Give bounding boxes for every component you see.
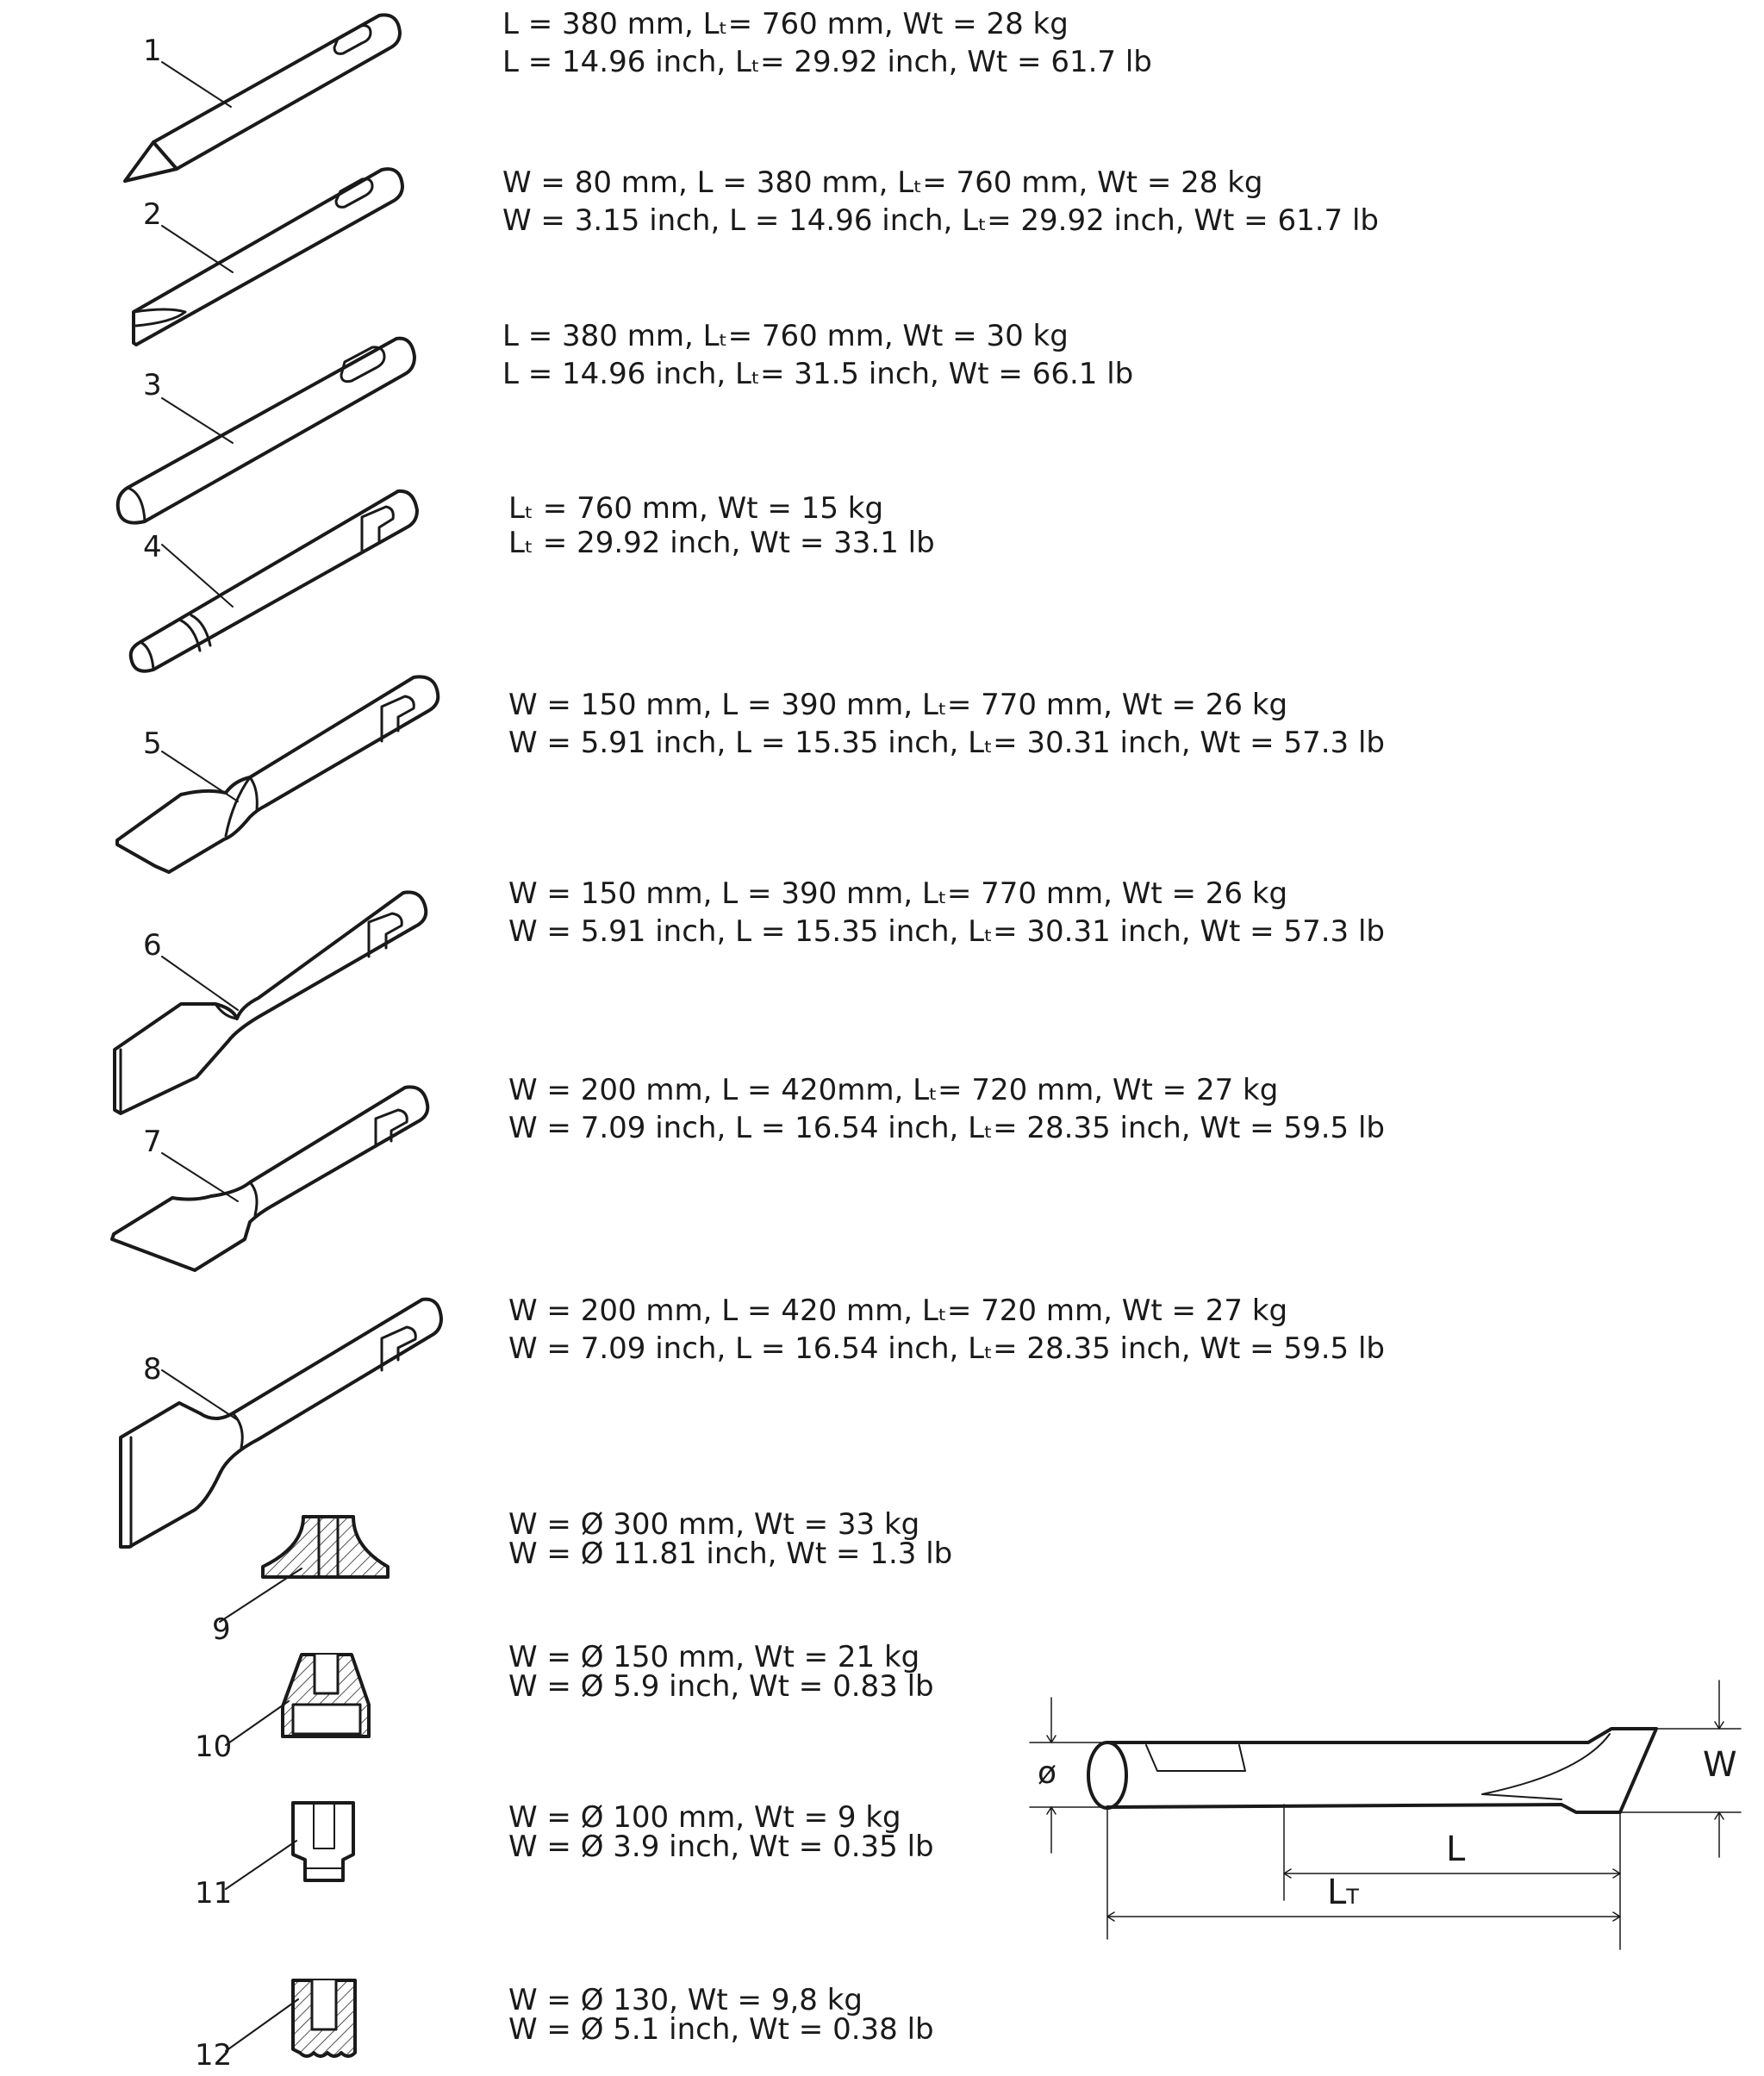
tool-spec bbox=[508, 1071, 1385, 1147]
tool-spec bbox=[508, 1983, 934, 2047]
tool-spec bbox=[508, 1507, 953, 1571]
spec-imperial: W = Ø 3.9 inch, Wt = 0.35 lb bbox=[508, 1830, 934, 1864]
tool-9-compaction-plate-drawing bbox=[220, 1517, 388, 1622]
tool-6-wide-spade-drawing bbox=[115, 892, 426, 1113]
tool-7-chisel-drawing bbox=[112, 1087, 427, 1270]
spec-imperial: W = 7.09 inch, L = 16.54 inch, Lₜ= 28.35 inch, Wt = 59.5 lb bbox=[508, 1111, 1385, 1145]
spec-metric: W = Ø 100 mm, Wt = 9 kg bbox=[508, 1800, 901, 1835]
spec-metric: L = 380 mm, Lₜ= 760 mm, Wt = 28 kg bbox=[502, 7, 1069, 41]
total-length-letter: L bbox=[1327, 1873, 1347, 1912]
tool-spec bbox=[502, 5, 1152, 81]
tool-5-spade-chisel-drawing bbox=[117, 676, 438, 872]
tool-10-drawing bbox=[226, 1655, 369, 1745]
spec-imperial: Lₜ = 29.92 inch, Wt = 33.1 lb bbox=[508, 526, 935, 560]
tool-4-grooved-tool-drawing bbox=[131, 491, 417, 671]
spec-imperial: W = 3.15 inch, L = 14.96 inch, Lₜ= 29.92 inch, Wt = 61.7 lb bbox=[502, 203, 1379, 238]
spec-metric: W = Ø 150 mm, Wt = 21 kg bbox=[508, 1640, 920, 1674]
tool-number: 7 bbox=[143, 1125, 162, 1159]
spec-metric: W = 80 mm, L = 380 mm, Lₜ= 760 mm, Wt = 28 kg bbox=[502, 165, 1263, 200]
spec-metric: W = 200 mm, L = 420 mm, Lₜ= 720 mm, Wt = 27 kg bbox=[508, 1294, 1288, 1328]
spec-metric: Lₜ = 760 mm, Wt = 15 kg bbox=[508, 491, 884, 526]
spec-imperial: W = Ø 5.9 inch, Wt = 0.83 lb bbox=[508, 1669, 934, 1704]
tool-2-narrow-chisel-drawing bbox=[134, 169, 402, 345]
tool-number: 2 bbox=[143, 197, 162, 232]
tool-number: 4 bbox=[143, 530, 162, 564]
tool-12-drawing bbox=[226, 1980, 355, 2056]
spec-metric: W = Ø 130, Wt = 9,8 kg bbox=[508, 1983, 863, 2017]
tool-number: 10 bbox=[195, 1730, 233, 1764]
tool-spec bbox=[508, 1292, 1385, 1368]
tool-number: 9 bbox=[212, 1612, 231, 1647]
spec-metric: W = 150 mm, L = 390 mm, Lₜ= 770 mm, Wt = 26 kg bbox=[508, 876, 1288, 911]
tool-spec bbox=[508, 491, 935, 560]
tool-1-moil-point-drawing bbox=[125, 15, 400, 181]
spec-imperial: L = 14.96 inch, Lₜ= 29.92 inch, Wt = 61.7 lb bbox=[502, 45, 1152, 79]
total-length-subscript: T bbox=[1346, 1885, 1359, 1909]
tool-11-drawing bbox=[226, 1803, 353, 1889]
spec-imperial: W = Ø 11.81 inch, Wt = 1.3 lb bbox=[508, 1537, 953, 1571]
total-length-label bbox=[1327, 1875, 1359, 1910]
tool-number: 8 bbox=[143, 1352, 162, 1387]
width-label: W bbox=[1703, 1745, 1737, 1785]
spec-imperial: W = 7.09 inch, L = 16.54 inch, Lₜ= 28.35 inch, Wt = 59.5 lb bbox=[508, 1331, 1385, 1366]
diameter-label: ø bbox=[1038, 1755, 1057, 1791]
spec-imperial: W = 5.91 inch, L = 15.35 inch, Lₜ= 30.31 inch, Wt = 57.3 lb bbox=[508, 726, 1385, 760]
tool-spec bbox=[508, 1800, 934, 1864]
spec-metric: W = 200 mm, L = 420mm, Lₜ= 720 mm, Wt = 27 kg bbox=[508, 1073, 1279, 1107]
tool-spec bbox=[502, 164, 1379, 240]
tool-spec bbox=[502, 317, 1133, 393]
tool-number: 1 bbox=[143, 34, 162, 68]
spec-imperial: L = 14.96 inch, Lₜ= 31.5 inch, Wt = 66.1 lb bbox=[502, 357, 1134, 391]
length-label: L bbox=[1446, 1830, 1466, 1869]
spec-metric: L = 380 mm, Lₜ= 760 mm, Wt = 30 kg bbox=[502, 319, 1069, 353]
tool-number: 11 bbox=[195, 1876, 233, 1911]
tool-number: 12 bbox=[195, 2038, 233, 2073]
tool-spec bbox=[508, 686, 1385, 762]
tool-3-blunt-tool-drawing bbox=[118, 339, 415, 523]
tool-number: 3 bbox=[143, 368, 162, 402]
tool-8-wide-chisel-drawing bbox=[121, 1300, 441, 1547]
tool-number: 6 bbox=[143, 928, 162, 963]
tool-spec bbox=[508, 875, 1385, 951]
spec-imperial: W = 5.91 inch, L = 15.35 inch, Lₜ= 30.31 inch, Wt = 57.3 lb bbox=[508, 914, 1385, 949]
tool-spec bbox=[508, 1640, 934, 1704]
spec-metric: W = 150 mm, L = 390 mm, Lₜ= 770 mm, Wt = 26 kg bbox=[508, 688, 1288, 722]
spec-metric: W = Ø 300 mm, Wt = 33 kg bbox=[508, 1507, 920, 1542]
tool-number: 5 bbox=[143, 726, 162, 761]
spec-imperial: W = Ø 5.1 inch, Wt = 0.38 lb bbox=[508, 2012, 934, 2047]
dimension-diagram-drawing bbox=[1030, 1680, 1741, 1949]
